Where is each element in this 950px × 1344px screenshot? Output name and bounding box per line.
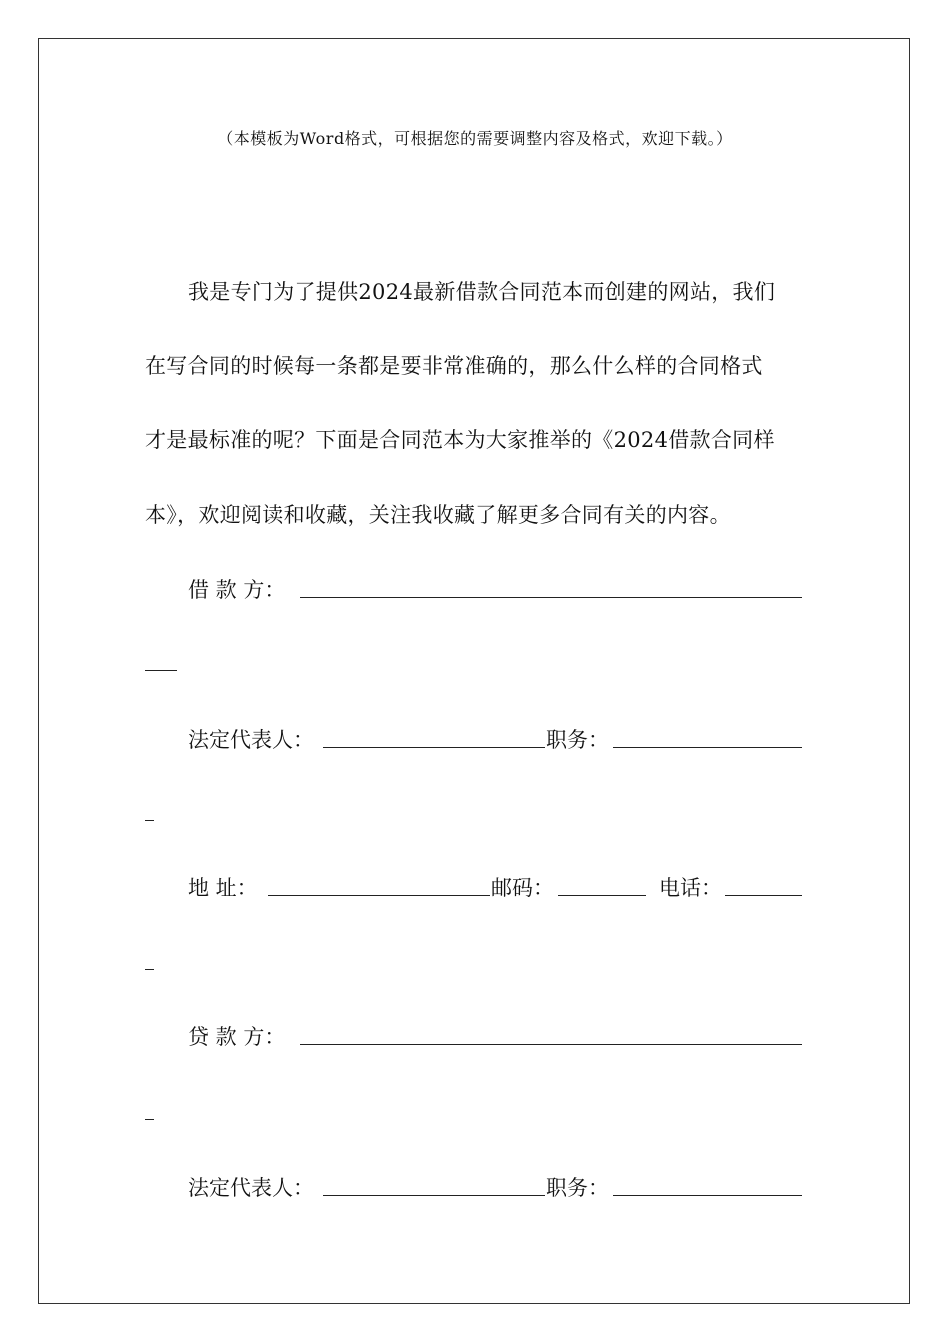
representative-blank[interactable] — [323, 1195, 545, 1196]
lender-blank-continued — [145, 1119, 154, 1120]
address-label: 地 址： — [188, 876, 258, 900]
phone-blank[interactable] — [725, 895, 802, 896]
postcode-blank[interactable] — [558, 895, 646, 896]
postcode-label: 邮码： — [491, 876, 554, 900]
borrower-blank[interactable] — [300, 597, 802, 598]
title-label: 职务： — [546, 1176, 609, 1200]
lender-label: 贷 款 方： — [188, 1025, 286, 1049]
representative-blank[interactable] — [323, 747, 545, 748]
title-blank[interactable] — [613, 747, 802, 748]
lender-blank[interactable] — [300, 1044, 802, 1045]
template-notice: （本模板为Word格式，可根据您的需要调整内容及格式，欢迎下载。） — [217, 129, 733, 148]
intro-line: 我是专门为了提供2024最新借款合同范本而创建的网站，我们 — [188, 280, 776, 304]
borrower-blank-continued — [145, 670, 177, 671]
title-blank[interactable] — [613, 1195, 802, 1196]
intro-line: 才是最标准的呢？下面是合同范本为大家推举的《2024借款合同样 — [145, 428, 775, 452]
intro-line: 本》，欢迎阅读和收藏，关注我收藏了解更多合同有关的内容。 — [145, 503, 731, 527]
representative-label: 法定代表人： — [188, 1176, 314, 1200]
title-label: 职务： — [546, 728, 609, 752]
borrower-label: 借 款 方： — [188, 578, 286, 602]
phone-blank-continued — [145, 969, 154, 970]
intro-line: 在写合同的时候每一条都是要非常准确的，那么什么样的合同格式 — [145, 354, 763, 378]
phone-label: 电话： — [659, 876, 722, 900]
title-blank-continued — [145, 820, 154, 821]
address-blank[interactable] — [268, 895, 490, 896]
representative-label: 法定代表人： — [188, 728, 314, 752]
page-frame — [38, 38, 910, 1304]
